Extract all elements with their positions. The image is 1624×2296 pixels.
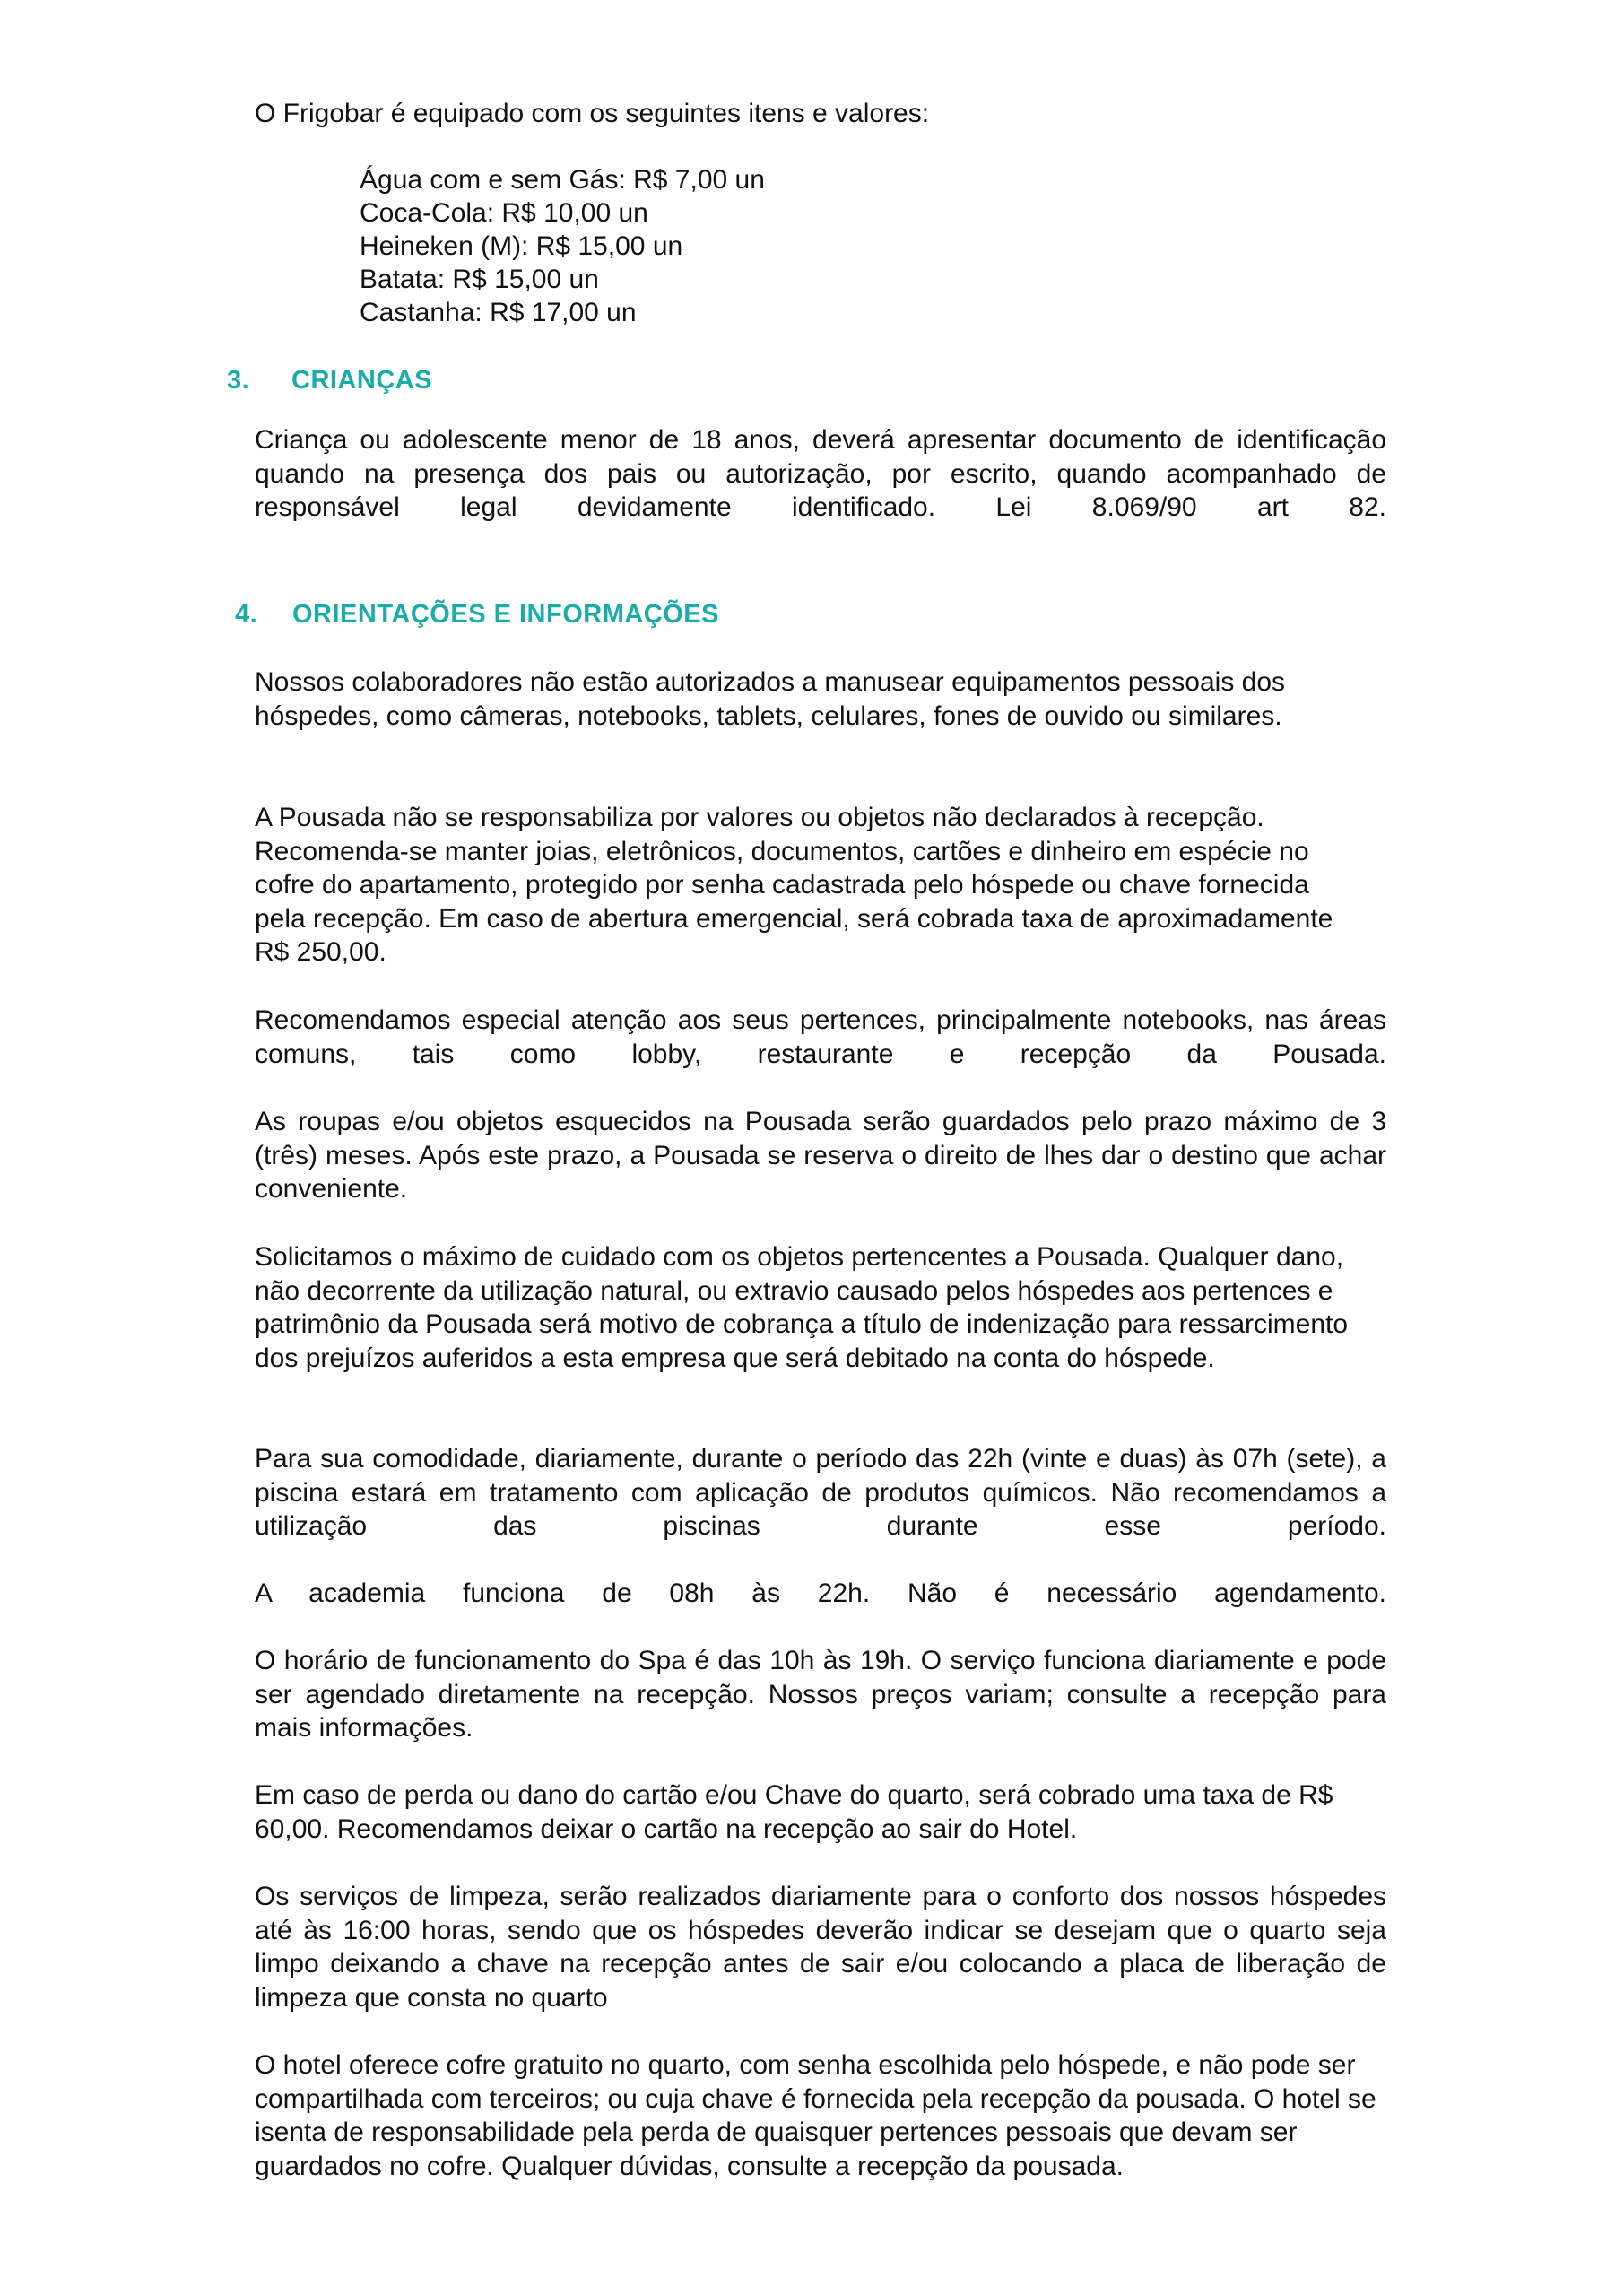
minibar-item-list [360, 163, 765, 329]
paragraph-lost-items: As roupas e/ou objetos esquecidos na Pousada serão guardados pelo prazo máximo de 3 (três) meses. Após este prazo, a Pousada se reserva o direito de lhes dar o destino que achar conveniente. [255, 1107, 1386, 1204]
paragraph-children-policy: Criança ou adolescente menor de 18 anos, deverá apresentar documento de identificação quando na presença dos pais ou autorização, por escrito, quando acompanhado de responsável legal devidamente identificado. Lei 8.069/90 art 82. [255, 425, 1386, 522]
minibar-item: Heineken (M): R$ 15,00 un [360, 231, 683, 261]
paragraph-key-card: Em caso de perda ou dano do cartão e/ou Chave do quarto, será cobrado uma taxa de R$ 60,00. Recomendamos deixar o cartão na recepção ao sair do Hotel. [255, 1780, 1333, 1844]
paragraph-damages: Solicitamos o máximo de cuidado com os objetos pertencentes a Pousada. Qualquer dano, não decorrente da utilização natural, ou extravio causado pelos hóspedes aos pertences e patrimônio da Pousada será motivo de cobrança a título de indenização para ressarcimento dos prejuízos auferidos a esta empresa que será debitado na conta do hóspede. [255, 1242, 1349, 1373]
minibar-item: Coca-Cola: R$ 10,00 un [360, 198, 648, 228]
minibar-intro: O Frigobar é equipado com os seguintes itens e valores: [255, 99, 930, 128]
paragraph-valuables: A Pousada não se responsabiliza por valores ou objetos não declarados à recepção. Recomenda-se manter joias, eletrônicos, documentos, cartões e dinheiro em espécie no cofre do apartamento, protegido por senha cadastrada pelo hóspede ou chave fornecida pela recepção. Em caso de abertura emergencial, será cobrada taxa de aproximadamente R$ 250,00. [255, 803, 1333, 967]
section-heading-orientacoes [235, 600, 719, 630]
section-title: ORIENTAÇÕES E INFORMAÇÕES [292, 600, 719, 629]
paragraph-belongings: Recomendamos especial atenção aos seus pertences, principalmente notebooks, nas áreas comuns, tais como lobby, restaurante e recepção da Pousada. [255, 1005, 1386, 1069]
section-title: CRIANÇAS [291, 366, 433, 395]
paragraph-spa: O horário de funcionamento do Spa é das 10h às 19h. O serviço funciona diariamente e pode ser agendado diretamente na recepção. Nossos preços variam; consulte a recepção para mais informações. [255, 1646, 1386, 1743]
paragraph-cleaning: Os serviços de limpeza, serão realizados diariamente para o conforto dos nossos hóspedes até às 16:00 horas, sendo que os hóspedes deverão indicar se desejam que o quarto seja limpo deixando a chave na recepção antes de sair e/ou colocando a placa de liberação de limpeza que consta no quarto [255, 1882, 1386, 2013]
paragraph-safe: O hotel oferece cofre gratuito no quarto, com senha escolhida pelo hóspede, e não pode ser compartilhada com terceiros; ou cuja chave é fornecida pela recepção da pousada. O hotel se isenta de responsabilidade pela perda de quaisquer pertences pessoais que devam ser guardados no cofre. Qualquer dúvidas, consulte a recepção da pousada. [255, 2050, 1376, 2181]
paragraph-pool: Para sua comodidade, diariamente, durante o período das 22h (vinte e duas) às 07h (sete), a piscina estará em tratamento com aplicação de produtos químicos. Não recomendamos a utilização das piscinas durante esse período. [255, 1444, 1386, 1541]
section-number: 4. [235, 600, 258, 629]
section-number: 3. [227, 366, 250, 395]
minibar-item: Água com e sem Gás: R$ 7,00 un [360, 165, 765, 195]
minibar-item: Batata: R$ 15,00 un [360, 265, 599, 294]
section-heading-criancas [227, 366, 432, 396]
paragraph-gym: A academia funciona de 08h às 22h. Não é necessário agendamento. [255, 1578, 1386, 1608]
minibar-item: Castanha: R$ 17,00 un [360, 298, 637, 327]
paragraph-equipment: Nossos colaboradores não estão autorizados a manusear equipamentos pessoais dos hóspedes, como câmeras, notebooks, tablets, celulares, fones de ouvido ou similares. [255, 667, 1286, 731]
